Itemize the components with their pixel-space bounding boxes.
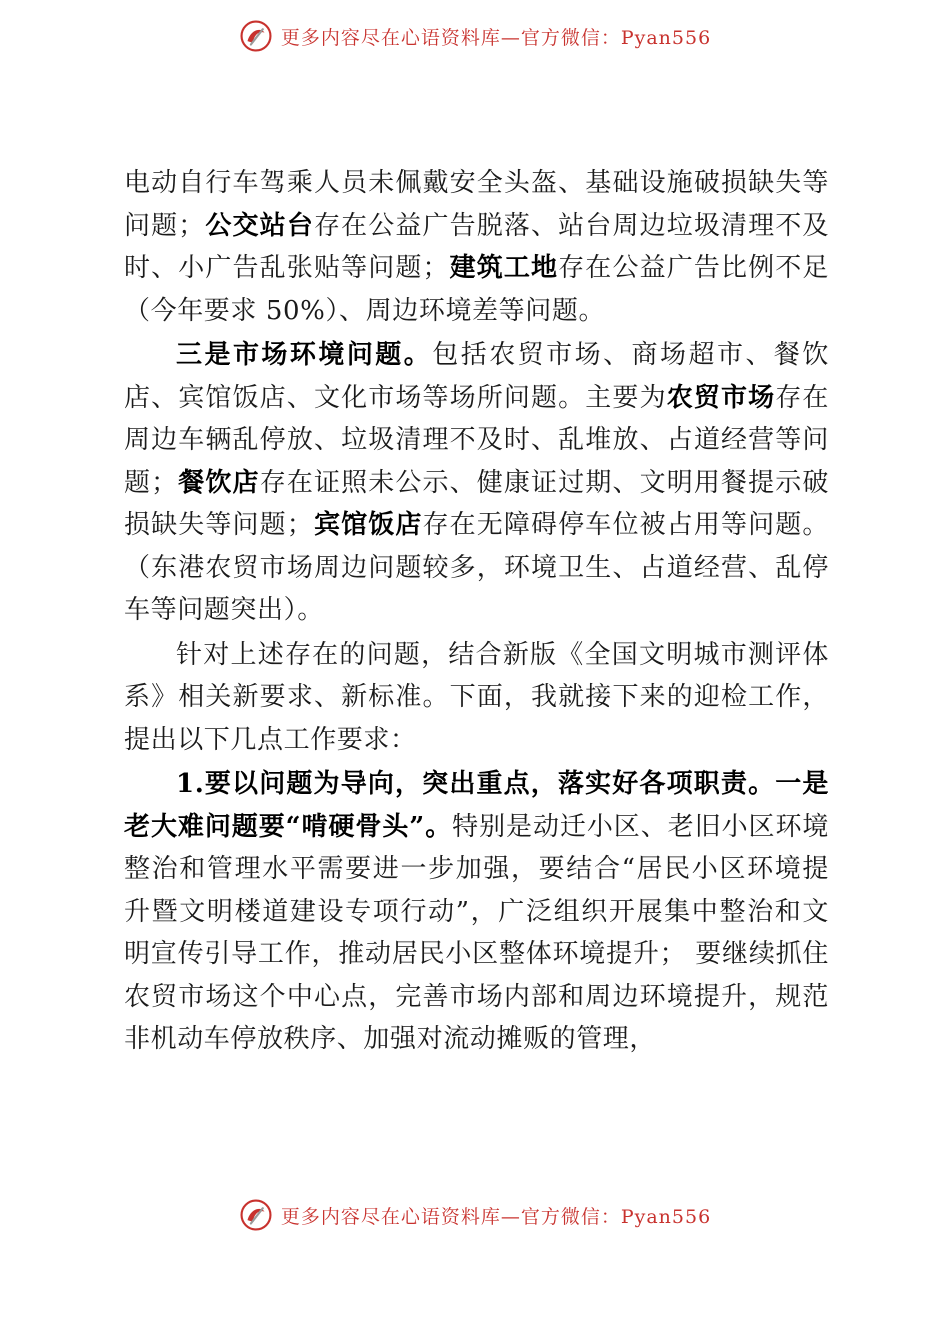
header-banner — [0, 16, 950, 56]
paragraph-1: 电动自行车驾乘人员未佩戴安全头盔、基础设施破损缺失等问题；公交站台存在公益广告脱落、站台周边垃圾清理不及时、小广告乱张贴等问题；建筑工地存在公益广告比例不足（今年要求 50%）、周边环境差等问题。 — [124, 168, 829, 326]
paragraph-4: 1.要以问题为导向，突出重点，落实好各项职责。一是老大难问题要“啃硬骨头”。特别是动迁小区、老旧小区环境整治和管理水平需要进一步加强，要结合“居民小区环境提升暨文明楼道建设专项行动”，广泛组织开展集中整治和文明宣传引导工作，推动居民小区整体环境提升； 要继续抓住农贸市场这个中心点，完善市场内部和周边环境提升，规范非机动车停放秩序、加强对流动摊贩的管理， — [124, 769, 829, 1054]
footer-text: 更多内容尽在心语资料库—官方微信：Pyan556 — [280, 1205, 712, 1228]
footer-banner — [0, 1195, 950, 1235]
paragraph-3: 针对上述存在的问题，结合新版《全国文明城市测评体系》相关新要求、新标准。下面，我就接下来的迎检工作，提出以下几点工作要求： — [124, 639, 829, 755]
paragraph-2: 三是市场环境问题。包括农贸市场、商场超市、餐饮店、宾馆饭店、文化市场等场所问题。主要为农贸市场存在周边车辆乱停放、垃圾清理不及时、乱堆放、占道经营等问题；餐饮店存在证照未公示、健康证过期、文明用餐提示破损缺失等问题；宾馆饭店存在无障碍停车位被占用等问题。（东港农贸市场周边问题较多，环境卫生、占道经营、乱停车等问题突出）。 — [124, 340, 830, 625]
logo-icon — [239, 19, 273, 53]
document-body — [124, 162, 829, 1061]
header-text: 更多内容尽在心语资料库—官方微信：Pyan556 — [280, 26, 712, 49]
logo-icon — [239, 1198, 273, 1232]
